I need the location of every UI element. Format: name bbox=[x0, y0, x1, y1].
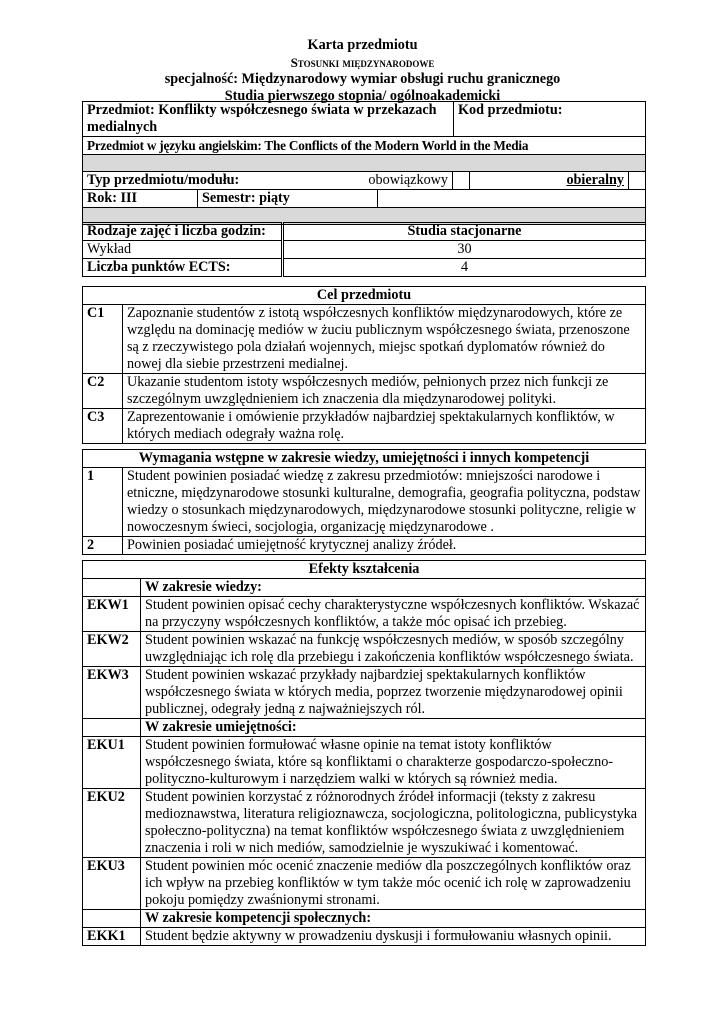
subject-info-table bbox=[82, 101, 646, 225]
goal-id: C3 bbox=[83, 409, 123, 444]
requirement-row bbox=[83, 537, 646, 555]
goal-text: Zaprezentowanie i omówienie przykładów najbardziej spektakularnych konfliktów, w których mediach odegrały ważna rolę. bbox=[123, 409, 646, 444]
outcome-id: EKW2 bbox=[83, 632, 141, 667]
goal-text: Ukazanie studentom istoty współczesnych mediów, pełnionych przez nich funkcji ze szczególnym uwzględnieniem ich znaczenia dla międzynarodowej polityki. bbox=[123, 374, 646, 409]
goal-text: Zapoznanie studentów z istotą współczesnych konfliktów międzynarodowych, które ze względu na dominację mediów w żuciu publicznym współczesnego świata, przenoszone są z rzeczywistego pola działań wojennych, miejsc spotkań dyplomatów również do nowej dla siebie przestrzeni medialnej. bbox=[123, 305, 646, 374]
hours-table bbox=[82, 222, 646, 277]
outcome-id: EKU2 bbox=[83, 789, 141, 858]
year-label: Rok: III bbox=[83, 190, 198, 207]
requirement-text: Student powinien posiadać wiedzę z zakresu przedmiotów: mniejszości narodowe i etniczne, międzynarodowe stosunki kulturalne, demografia, geografia polityczna, podstaw wiedzy o stosunkach międzynarodowych, międzynarodowe stosunki polityczne, religie w nowoczesnym świeci, socjologia, organizację międzynarodowe . bbox=[123, 468, 646, 537]
goal-row bbox=[83, 305, 646, 374]
type-elective: obieralny bbox=[469, 172, 629, 189]
goal-row bbox=[83, 374, 646, 409]
semester-label: Semestr: piąty bbox=[198, 190, 378, 207]
outcome-row bbox=[83, 632, 646, 667]
outcome-text: Student powinien opisać cechy charakterystyczne współczesnych konfliktów. Wskazać na przyczyny współczesnych konfliktów, a także móc opisać ich przebieg. bbox=[141, 597, 646, 632]
subject-code-label: Kod przedmiotu: bbox=[454, 102, 646, 137]
outcome-row bbox=[83, 597, 646, 632]
outcome-text: Student powinien móc ocenić znaczenie mediów dla poszczególnych konfliktów oraz ich wpływ na przebieg konfliktów w tym także móc ocenić ich rolę w zaprowadzeniu pokoju pomiędzy zwaśnionymi stronami. bbox=[141, 858, 646, 910]
outcome-row bbox=[83, 737, 646, 789]
requirement-id: 2 bbox=[83, 537, 123, 555]
outcomes-title: Efekty kształcenia bbox=[83, 561, 646, 579]
outcome-id: EKU1 bbox=[83, 737, 141, 789]
outcome-text: Student powinien wskazać przykłady najbardziej spektakularnych konfliktów współczesnego świata w których media, poprzez tworzenie międzynarodowej opinii publicznej, odegrały jedną z najważniejszych ról. bbox=[141, 667, 646, 719]
requirements-title: Wymagania wstępne w zakresie wiedzy, umiejętności i innych kompetencji bbox=[83, 450, 646, 468]
lecture-label: Wykład bbox=[83, 241, 283, 259]
goals-title: Cel przedmiotu bbox=[83, 287, 646, 305]
type-mandatory: obowiązkowy bbox=[283, 172, 453, 189]
outcome-text: Student będzie aktywny w prowadzeniu dyskusji i formułowaniu własnych opinii. bbox=[141, 928, 646, 946]
goal-id: C1 bbox=[83, 305, 123, 374]
knowledge-section-label: W zakresie wiedzy: bbox=[141, 579, 646, 597]
lecture-hours: 30 bbox=[283, 241, 646, 259]
requirement-row bbox=[83, 468, 646, 537]
outcome-id: EKW1 bbox=[83, 597, 141, 632]
requirement-id: 1 bbox=[83, 468, 123, 537]
outcome-row bbox=[83, 858, 646, 910]
year-semester-row bbox=[83, 190, 646, 208]
class-types-label: Rodzaje zajęć i liczba godzin: bbox=[83, 223, 283, 241]
goal-row bbox=[83, 409, 646, 444]
full-time-studies-label: Studia stacjonarne bbox=[283, 223, 646, 241]
goals-table bbox=[82, 286, 646, 444]
requirements-table bbox=[82, 449, 646, 555]
empty-cell bbox=[83, 719, 141, 737]
field-of-study: Stosunki międzynarodowe bbox=[290, 55, 435, 70]
card-title: Karta przedmiotu bbox=[307, 37, 418, 53]
skills-section-label: W zakresie umiejętności: bbox=[141, 719, 646, 737]
outcome-text: Student powinien formułować własne opinie na temat istoty konfliktów współczesnego świata, które są konfliktami o charakterze gospodarczo-społeczno-polityczno-kulturowym i narzędziem walki w których są również media. bbox=[141, 737, 646, 789]
module-type-row bbox=[83, 172, 646, 190]
outcome-row bbox=[83, 928, 646, 946]
study-level: Studia pierwszego stopnia/ ogólnoakademicki bbox=[224, 88, 501, 104]
ects-value: 4 bbox=[283, 259, 646, 277]
goal-id: C2 bbox=[83, 374, 123, 409]
subject-name: Przedmiot: Konflikty współczesnego świata w przekazach medialnych bbox=[83, 102, 454, 137]
subject-english-name: Przedmiot w języku angielskim: The Conflicts of the Modern World in the Media bbox=[83, 137, 646, 155]
outcome-text: Student powinien korzystać z różnorodnych źródeł informacji (teksty z zakresu medioznawstwa, literatura religioznawcza, socjologiczna, politologiczna, publicystyka społeczno-polityczna) na temat konfliktów współczesnego świata z uwzględnieniem znaczenia i roli w nich mediów, samodzielnie je wyszukiwać i komentować. bbox=[141, 789, 646, 858]
social-section-label: W zakresie kompetencji społecznych: bbox=[141, 910, 646, 928]
outcome-row bbox=[83, 667, 646, 719]
outcome-id: EKK1 bbox=[83, 928, 141, 946]
outcome-text: Student powinien wskazać na funkcję współczesnych mediów, w sposób szczególny uwzględniając ich rolę dla przebiegu i zakończenia konfliktów współczesnego świata. bbox=[141, 632, 646, 667]
outcome-row bbox=[83, 789, 646, 858]
empty-cell bbox=[83, 910, 141, 928]
spacer-row bbox=[83, 155, 646, 172]
empty-cell bbox=[83, 579, 141, 597]
outcomes-table bbox=[82, 560, 646, 946]
requirement-text: Powinien posiadać umiejętność krytycznej analizy źródeł. bbox=[123, 537, 646, 555]
ects-label: Liczba punktów ECTS: bbox=[83, 259, 283, 277]
specialty-line: specjalność: Międzynarodowy wymiar obsługi ruchu granicznego bbox=[164, 71, 561, 87]
outcome-id: EKU3 bbox=[83, 858, 141, 910]
outcome-id: EKW3 bbox=[83, 667, 141, 719]
module-type-label: Typ przedmiotu/modułu: bbox=[87, 172, 240, 188]
